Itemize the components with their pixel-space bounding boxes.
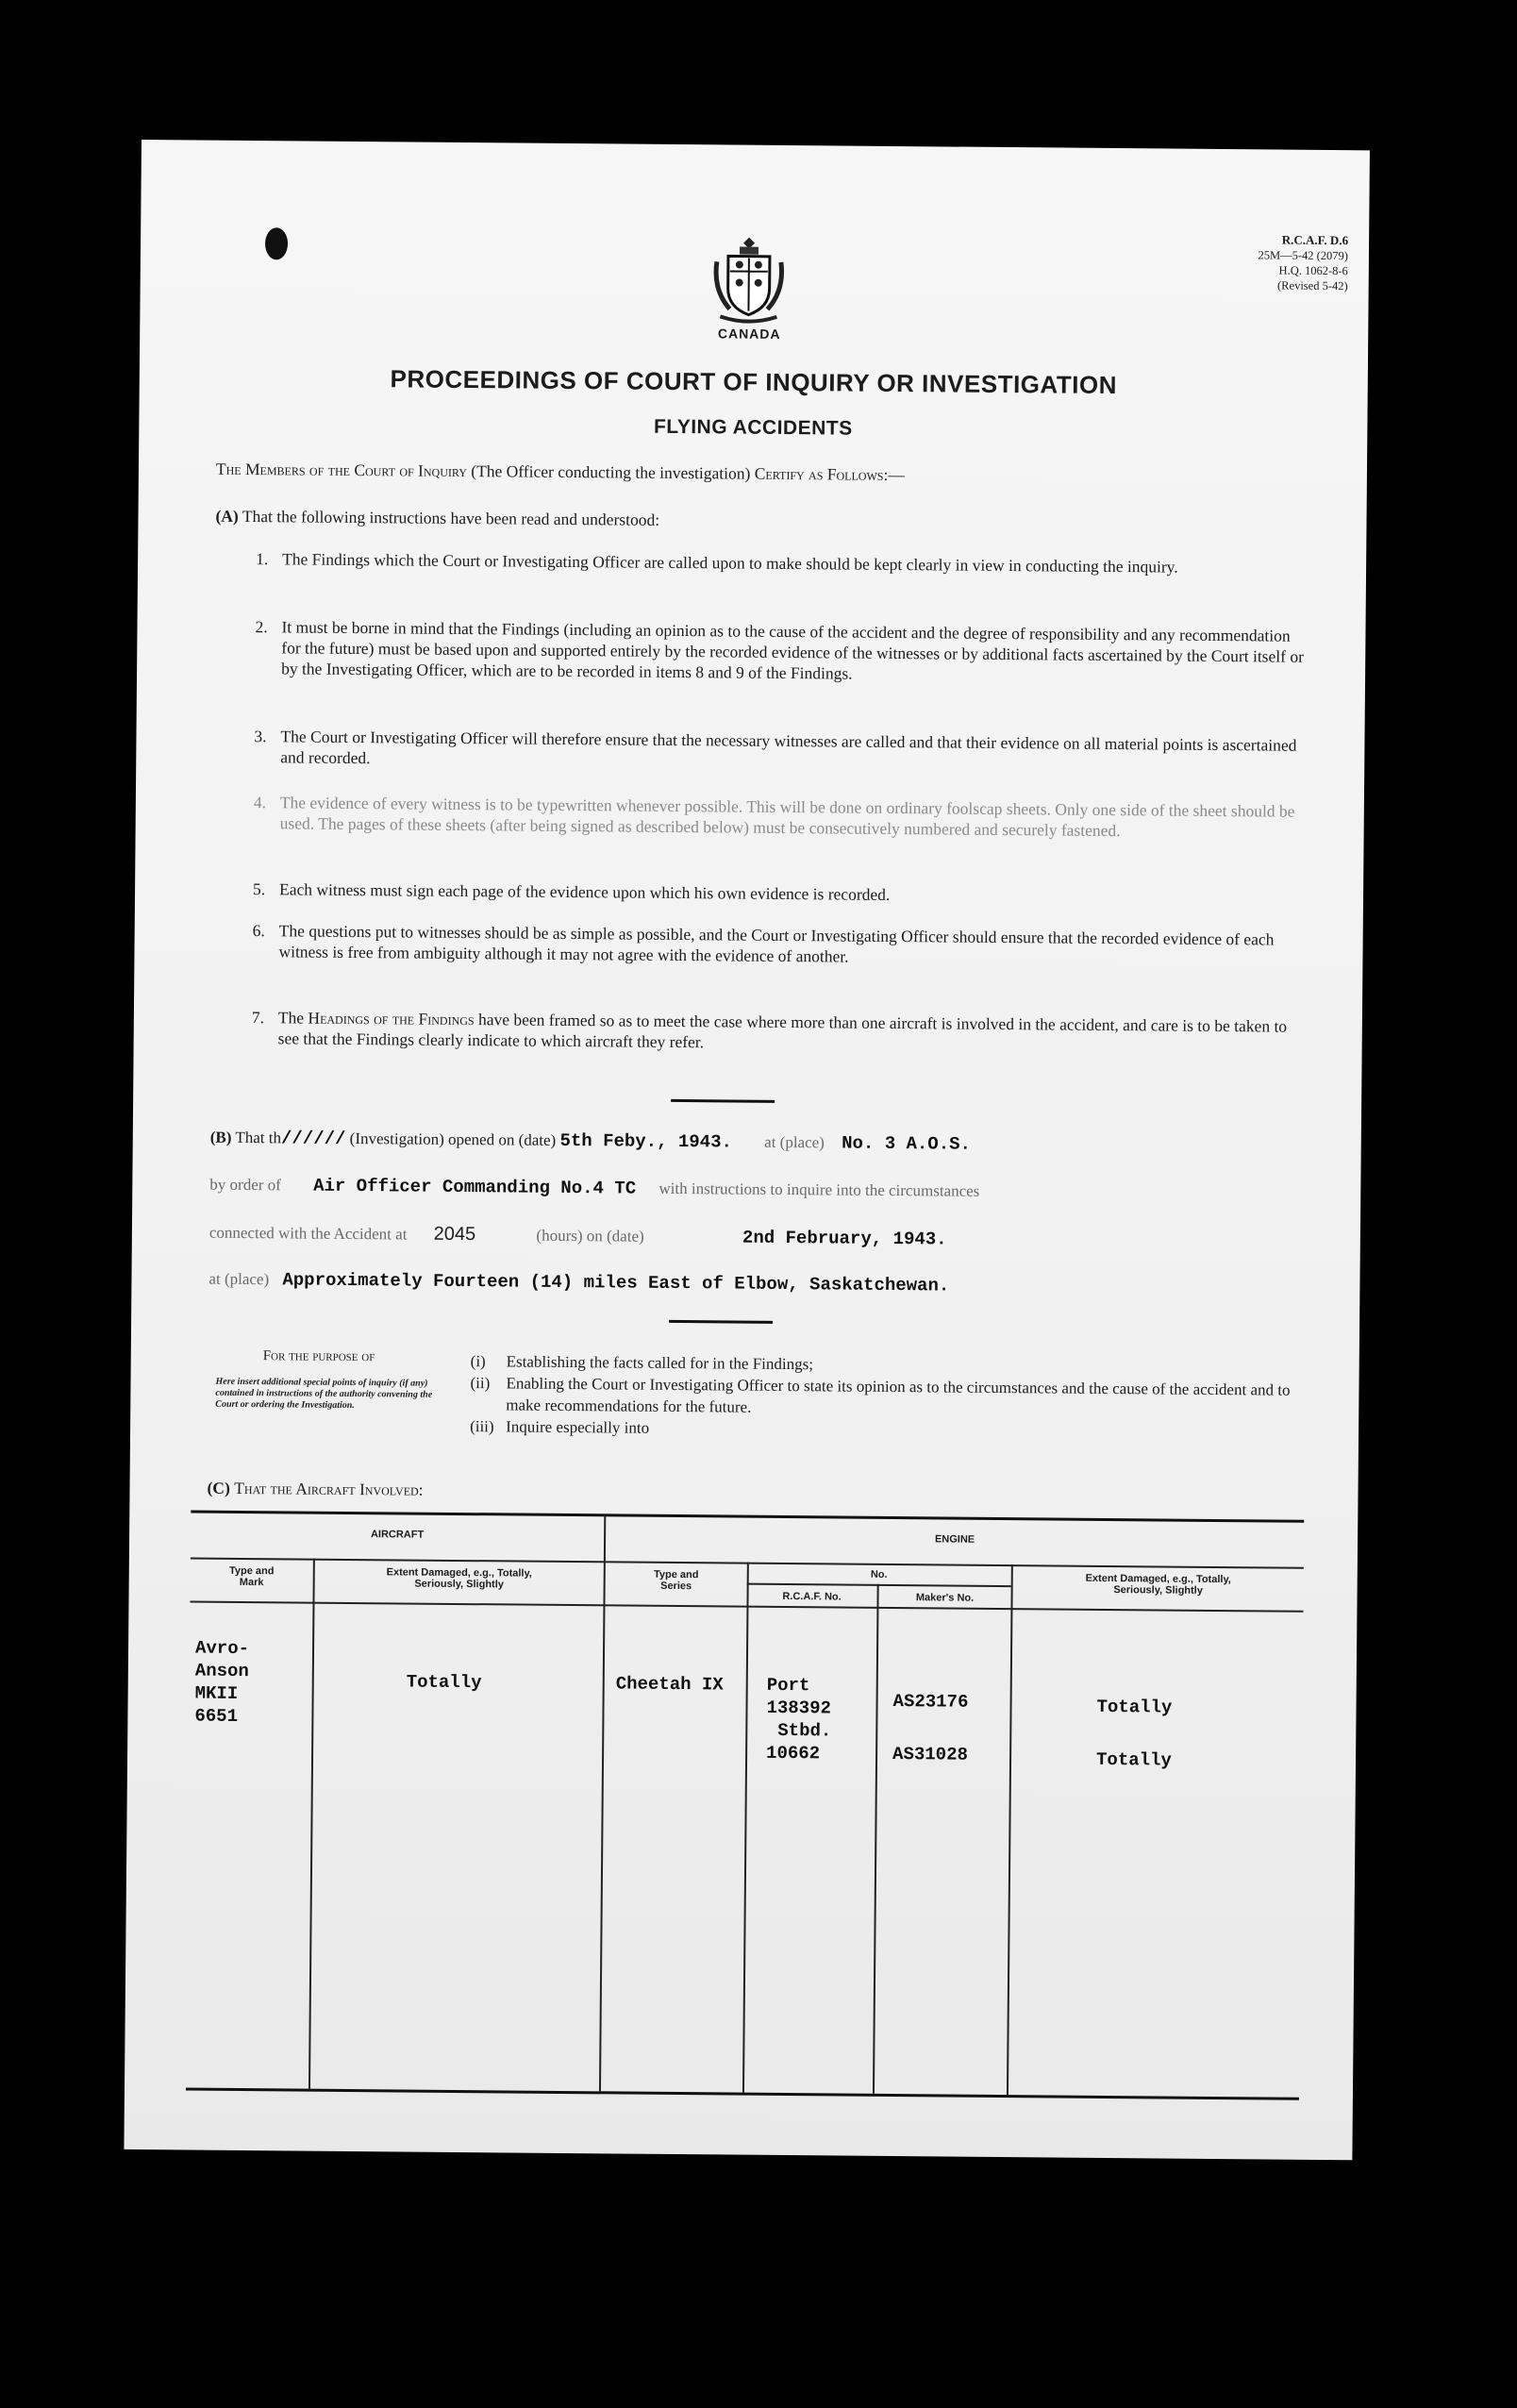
instructions-label: with instructions to inquire into the circumstances — [658, 1179, 980, 1200]
opened-date-field: 5th Feby., 1943. — [559, 1129, 733, 1153]
hours-label: (hours) on (date) — [536, 1226, 644, 1246]
certify-statement — [216, 460, 1329, 489]
instruction-item — [254, 726, 1310, 777]
section-a-text: That the following instructions have been read and understood: — [242, 506, 660, 529]
purpose-num: (iii) — [470, 1417, 494, 1436]
item-number: 3. — [254, 727, 267, 746]
aircraft-type-line: MKII — [194, 1682, 239, 1704]
aircraft-type-line: Avro- — [194, 1637, 250, 1660]
engine-type-cell: Cheetah IX — [615, 1673, 724, 1696]
aircraft-type-line: Anson — [194, 1660, 249, 1682]
makers-no-line: AS23176 — [892, 1691, 969, 1713]
form-reference — [1159, 231, 1349, 293]
hours-field: 2045 — [433, 1223, 476, 1246]
item-text: The questions put to witnesses should be as simple as possible, and the Court or Investigating Officer should ensure that the recorded evidence of each witness is free from ambiguity although it may not agree with the evidence of another. — [278, 921, 1275, 966]
instruction-item — [256, 548, 1312, 578]
table-rule — [191, 1511, 1304, 1523]
instruction-item — [254, 792, 1310, 843]
place-label: at (place) — [764, 1132, 825, 1152]
item-text: The evidence of every witness is to be typewritten whenever possible. This will be done on ordinary foolscap sheets. Only one side of the sheet should be used. The pages of these sheets (after being signed as described below) must be consecutively numbered and securely fastened. — [279, 793, 1295, 841]
order-label: by order of — [209, 1175, 281, 1195]
engine-extent-cell — [1096, 1681, 1173, 1787]
aircraft-header: AIRCRAFT — [370, 1529, 425, 1541]
item-number: 2. — [255, 617, 268, 637]
order-by-field: Air Officer Commanding No.4 TC — [313, 1175, 637, 1199]
rcaf-no-line: Port — [766, 1674, 810, 1697]
item-number: 5. — [252, 879, 266, 899]
item-text: Each witness must sign each page of the evidence upon which his own evidence is recorded. — [278, 879, 891, 904]
makers-no-cell — [892, 1675, 969, 1781]
aircraft-type-cell — [194, 1637, 249, 1728]
item-number: 4. — [253, 793, 267, 812]
instruction-item — [252, 1007, 1309, 1058]
item-number: 6. — [252, 921, 265, 941]
purpose-note: Here insert additional special points of inquiry (if any) contained in instructions of the authority convening the Court or ordering the Investigation. — [215, 1376, 433, 1412]
table-col-rule — [599, 1513, 606, 2091]
purpose-text: Establishing the facts called for in the Findings; — [506, 1352, 814, 1374]
section-marker: (C) — [207, 1478, 230, 1497]
section-a-intro — [215, 507, 659, 530]
rcaf-no-line: 138392 — [766, 1697, 832, 1719]
purpose-num: (i) — [470, 1352, 486, 1371]
item-text-post: have been framed so as to meet the case where more than one aircraft is involved in the accident, and care is to be taken to see that the Findings clearly indicate to which aircraft they refer. — [277, 1010, 1288, 1052]
col-rcaf-no: R.C.A.F. No. — [782, 1590, 842, 1603]
section-marker: (A) — [215, 506, 239, 526]
form-ref-line: R.C.A.F. D.6 — [1281, 232, 1349, 248]
instruction-item — [255, 616, 1312, 688]
instruction-item — [253, 878, 1309, 909]
col-extent-aircraft: Extent Damaged, e.g., Totally, Seriously, Slightly — [386, 1566, 532, 1591]
section-b-line-4 — [208, 1269, 1322, 1299]
that-the-label: That th — [235, 1128, 282, 1147]
col-extent-engine: Extent Damaged, e.g., Totally, Seriously, Slightly — [1085, 1572, 1231, 1597]
col-type-series: Type and Series — [653, 1568, 699, 1593]
item-text: The Court or Investigating Officer will therefore ensure that the necessary witnesses are called and that their evidence on all material points is ascertained and recorded. — [280, 727, 1297, 768]
aircraft-type-line: 6651 — [194, 1705, 239, 1727]
purpose-text: Enabling the Court or Investigating Officer to state its opinion as to the circumstances and the cause of the accident and to make recommendations for the future. — [506, 1374, 1291, 1416]
col-makers-no: Maker's No. — [915, 1592, 975, 1604]
rcaf-no-line: 10662 — [766, 1742, 821, 1764]
page-title: PROCEEDINGS OF COURT OF INQUIRY OR INVESTIGATION — [390, 364, 1118, 400]
table-col-rule — [873, 1584, 879, 2094]
table-col-rule — [1007, 1564, 1013, 2095]
accident-place-field: Approximately Fourteen (14) miles East of Elbow, Saskatchewan. — [282, 1269, 950, 1296]
connected-label: connected with the Accident at — [208, 1223, 408, 1244]
item-text — [278, 1007, 1309, 1058]
accident-date-field: 2nd February, 1943. — [742, 1227, 947, 1250]
certify-lead: The Members of the Court of Inquiry — [215, 459, 468, 481]
purpose-num: (ii) — [470, 1374, 491, 1393]
emblem-label: CANADA — [717, 326, 781, 342]
certify-paren: (The Officer conducting the investigation) — [471, 461, 751, 483]
investigation-label: (Investigation) opened on (date) — [349, 1129, 557, 1149]
form-ref-line: 25M—5-42 (2079) — [1258, 248, 1349, 263]
makers-no-line: AS31028 — [892, 1744, 969, 1765]
page-subtitle: FLYING ACCIDENTS — [653, 415, 853, 440]
divider — [671, 1099, 775, 1103]
rcaf-no-cell — [766, 1674, 832, 1765]
certify-tail: Certify as Follows:— — [754, 463, 905, 485]
col-no: No. — [870, 1568, 888, 1580]
aircraft-extent-cell: Totally — [406, 1671, 482, 1694]
instruction-item — [252, 920, 1309, 971]
purpose-label: For the purpose of — [262, 1348, 375, 1365]
col-type-mark: Type and Mark — [228, 1564, 275, 1589]
item-number: 1. — [256, 549, 269, 569]
rcaf-no-line: Stbd. — [777, 1719, 832, 1742]
place2-label: at (place) — [208, 1269, 270, 1289]
coat-of-arms-icon — [710, 233, 787, 328]
section-c-heading — [207, 1479, 423, 1500]
engine-header: ENGINE — [934, 1533, 975, 1546]
item-text-headings: Headings of the Findings — [308, 1008, 475, 1029]
purpose-list — [470, 1350, 1320, 1445]
purpose-item — [470, 1372, 1319, 1423]
form-ref-line: (Revised 5-42) — [1276, 278, 1348, 293]
engine-extent-line: Totally — [1096, 1696, 1173, 1718]
item-number: 7. — [251, 1008, 265, 1028]
table-col-rule — [742, 1563, 749, 2093]
section-b-line-1 — [210, 1128, 1324, 1158]
divider — [669, 1320, 773, 1324]
item-text-pre: The — [277, 1008, 305, 1028]
item-text: The Findings which the Court or Investigating Officer are called upon to make should be kept clearly in view in conducting the inquiry. — [282, 549, 1178, 577]
place-field: No. 3 A.O.S. — [842, 1132, 972, 1155]
table-col-rule — [308, 1559, 315, 2089]
purpose-text: Inquire especially into — [506, 1417, 650, 1437]
form-ref-line: H.Q. 1062-8-6 — [1278, 263, 1348, 278]
section-b-line-2 — [209, 1175, 1323, 1205]
document-page — [124, 140, 1370, 2160]
aircraft-engine-table — [186, 1511, 1304, 2105]
section-marker: (B) — [209, 1128, 232, 1146]
struck-text: ////// — [280, 1128, 346, 1149]
punch-hole — [265, 227, 288, 259]
section-b-line-3 — [209, 1222, 1323, 1253]
section-c-text: That the Aircraft Involved: — [234, 1478, 424, 1499]
item-text: It must be borne in mind that the Findings (including an opinion as to the cause of the accident and the degree of responsibility and any recommendation for the future) must be based upon and supported entirely by the recorded evidence of the witnesses or by additional facts ascertained by the Court itself or by the Investigating Officer, which are to be recorded in items 8 and 9 of the Findings. — [281, 617, 1305, 683]
engine-extent-line: Totally — [1095, 1748, 1172, 1771]
